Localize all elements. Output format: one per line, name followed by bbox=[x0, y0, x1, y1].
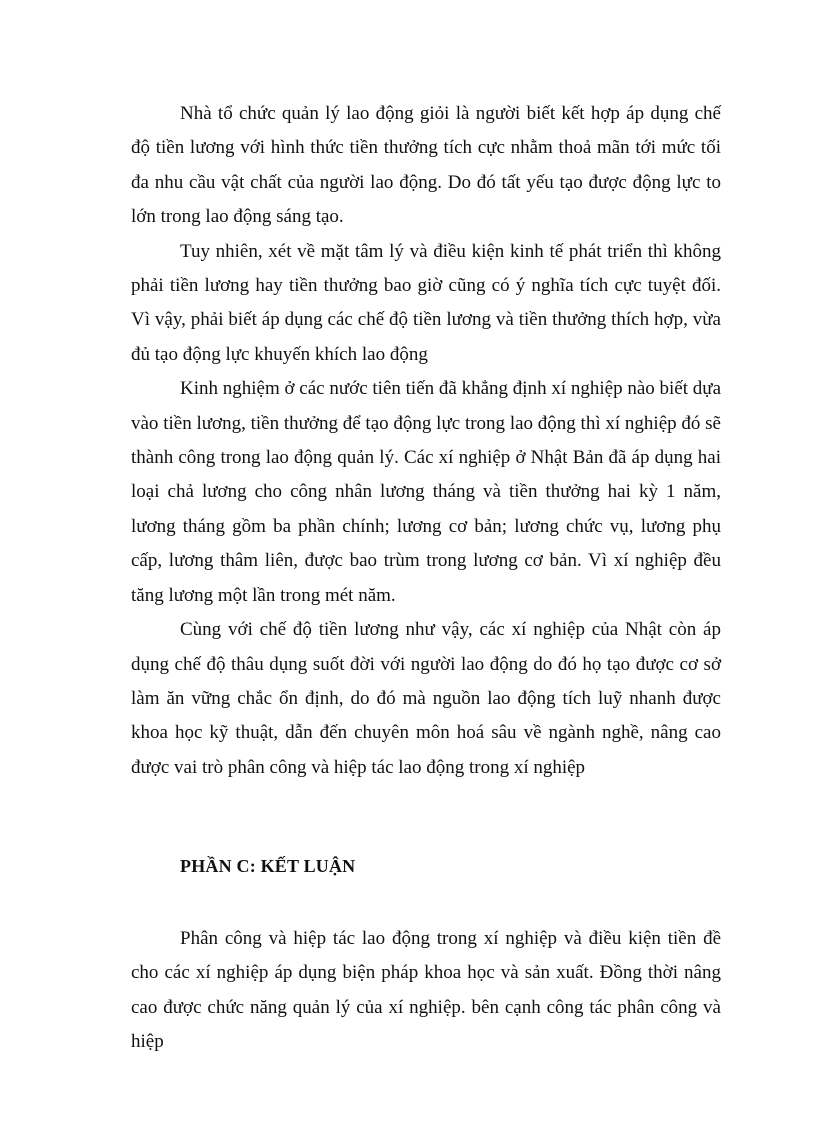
conclusion-text bbox=[131, 922, 721, 1060]
paragraph-2: Tuy nhiên, xét về mặt tâm lý và điều kiện kinh tế phát triển thì không phải tiền lương hay tiền thưởng bao giờ cũng có ý nghĩa tích cực tuyệt đối. Vì vậy, phải biết áp dụng các chế độ tiền lương và tiền thưởng thích hợp, vừa đủ tạo động lực khuyến khích lao động bbox=[131, 240, 721, 365]
section-heading: PHẦN C: KẾT LUẬN bbox=[180, 856, 356, 876]
paragraph-1: Nhà tổ chức quản lý lao động giỏi là người biết kết hợp áp dụng chế độ tiền lương với hình thức tiền thưởng tích cực nhằm thoả mãn tới mức tối đa nhu cầu vật chất của người lao động. Do đó tất yếu tạo được động lực to lớn trong lao động sáng tạo. bbox=[131, 103, 721, 228]
paragraph-3: Kinh nghiệm ở các nước tiên tiến đã khẳng định xí nghiệp nào biết dựa vào tiền lương, tiền thưởng để tạo động lực trong lao động thì xí nghiệp đó sẽ thành công trong lao động quản lý. Các xí nghiệp ở Nhật Bản đã áp dụng hai loại chả lương cho công nhân lương tháng và tiền thưởng hai kỳ 1 năm, lương tháng gồm ba phần chính; lương cơ bản; lương chức vụ, lương phụ cấp, lương thâm liên, được bao trùm trong lương cơ bản. Vì xí nghiệp đều tăng lương một lần trong mét năm. bbox=[131, 378, 721, 606]
conclusion-paragraph-1: Phân công và hiệp tác lao động trong xí nghiệp và điều kiện tiền đề cho các xí nghiệp áp dụng biện pháp khoa học và sản xuất. Đồng thời nâng cao được chức năng quản lý của xí nghiệp. bên cạnh công tác phân công và hiệp bbox=[131, 928, 721, 1053]
body-text bbox=[131, 97, 721, 785]
paragraph-4: Cùng với chế độ tiền lương như vậy, các xí nghiệp của Nhật còn áp dụng chế độ thâu dụng suốt đời với người lao động do đó họ tạo được cơ sở làm ăn vững chắc ổn định, do đó mà nguồn lao động tích luỹ nhanh được khoa học kỹ thuật, dẫn đến chuyên môn hoá sâu về ngành nghề, nâng cao được vai trò phân công và hiệp tác lao động trong xí nghiệp bbox=[131, 619, 721, 778]
